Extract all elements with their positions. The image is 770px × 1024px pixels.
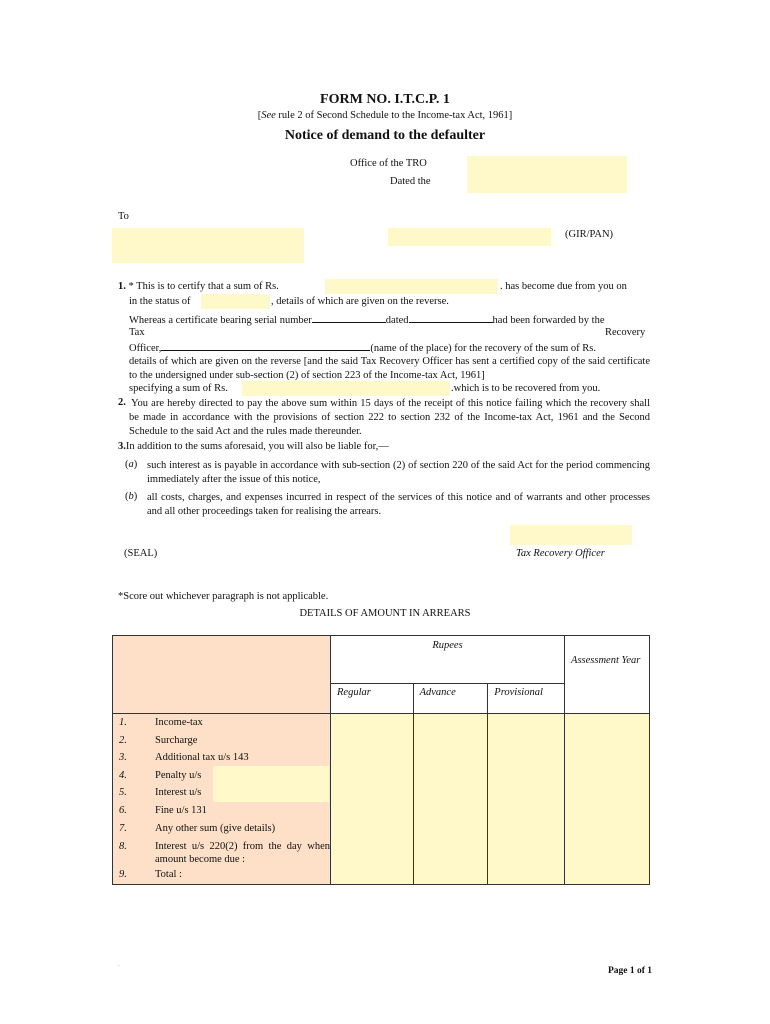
table-row: 7. Any other sum (give details) (119, 822, 276, 834)
para3-line: 3.In addition to the sums aforesaid, you will also be liable for,— (118, 441, 389, 452)
provisional-amounts-field[interactable] (488, 714, 565, 885)
table-row: 9. Total : (119, 869, 182, 881)
office-label: Office of the TRO (350, 158, 427, 169)
recovery-word: Recovery (605, 327, 646, 338)
para3-a-text: such interest as is payable in accordance with sub-section (2) of section 220 of the said Act for the period commencing immediately after the issue of this notice, (147, 460, 650, 485)
status-field[interactable] (201, 294, 270, 309)
form-heading: Notice of demand to the defaulter (284, 128, 486, 143)
provisional-header: Provisional (488, 684, 565, 714)
gir-pan-field[interactable] (388, 228, 551, 246)
place-name-field[interactable] (161, 341, 370, 351)
advance-header: Advance (413, 684, 488, 714)
para1-line1: 1. * This is to certify that a sum of Rs. (118, 281, 279, 292)
form-title: FORM NO. I.T.C.P. 1 (320, 92, 450, 107)
details-heading: DETAILS OF AMOUNT IN ARREARS (299, 608, 471, 619)
to-be-recovered: .which is to be recovered from you. (451, 383, 601, 394)
certificate-date-field[interactable] (409, 313, 493, 323)
dated-label: Dated the (390, 176, 431, 187)
footer-dot: . (118, 960, 120, 968)
advance-amounts-field[interactable] (413, 714, 488, 885)
specified-sum-field[interactable] (242, 381, 450, 396)
office-dated-field[interactable] (467, 156, 627, 193)
tax-word: Tax (129, 327, 145, 338)
table-row: 6. Fine u/s 131 (119, 804, 207, 816)
table-row: 3. Additional tax u/s 143 (119, 752, 249, 764)
status-label: in the status of (129, 296, 191, 307)
table-row: 2. Surcharge (119, 734, 198, 746)
para3-a-label: (a) (125, 459, 138, 470)
para3-b-text: all costs, charges, and expenses incurred in respect of the services of this notice and of warrants and other processes and all other proceedings taken for realising the arrears. (147, 492, 650, 517)
assessment-year-field[interactable] (565, 714, 650, 885)
footnote: *Score out whichever paragraph is not applicable. (118, 591, 329, 602)
table-row: 1. Income-tax (119, 717, 203, 728)
seal-label: (SEAL) (124, 548, 158, 559)
para1-details: details of which are given on the reverse [and the said Tax Recovery Officer has sent a certified copy of the said certificate to the undersigned under sub-section (2) of section 223 of the Income-tax Act, 1961] (129, 356, 650, 381)
page-number: Page 1 of 1 (608, 966, 653, 976)
regular-amounts-field[interactable] (331, 714, 414, 885)
regular-header: Regular (331, 684, 414, 714)
para3-b-label: (b) (125, 491, 138, 502)
items-column (113, 714, 331, 885)
table-row: 4. Penalty u/s (119, 769, 202, 781)
specifying-label: specifying a sum of Rs. (129, 383, 228, 394)
certificate-line: Whereas a certificate bearing serial number dated had been forwarded by the (129, 315, 605, 326)
to-label: To (118, 211, 129, 222)
addressee-field[interactable] (112, 228, 304, 263)
arrears-table (112, 635, 650, 885)
table-row: 5. Interest u/s (119, 787, 202, 799)
para2-num: 2. (118, 397, 126, 408)
serial-number-field[interactable] (312, 313, 386, 323)
table-corner (113, 636, 331, 714)
officer-line: Officer, (name of the place) for the recovery of the sum of Rs. (129, 343, 596, 354)
tro-label: Tax Recovery Officer (516, 548, 605, 559)
table-row: 8. Interest u/s 220(2) from the day when amount become due : (119, 841, 330, 866)
gir-pan-label: (GIR/PAN) (565, 229, 614, 240)
para2-text: You are hereby directed to pay the above sum within 15 days of the receipt of this notice failing which the recovery shall be made in accordance with the provisions of section 222 to section 232 of the Income-tax Act, 1961 and the Second Schedule to the said Act and the rules made thereunder. (129, 398, 650, 437)
form-subtitle: [See rule 2 of Second Schedule to the Income-tax Act, 1961] (257, 110, 513, 121)
para1-become-due: . has become due from you on (500, 281, 627, 292)
rupees-header: Rupees (331, 636, 565, 684)
para1-details-reverse: , details of which are given on the reverse. (271, 296, 449, 307)
sum-field[interactable] (325, 279, 498, 294)
signature-field[interactable] (510, 525, 632, 545)
assessment-year-header: Assessment Year (565, 636, 650, 714)
